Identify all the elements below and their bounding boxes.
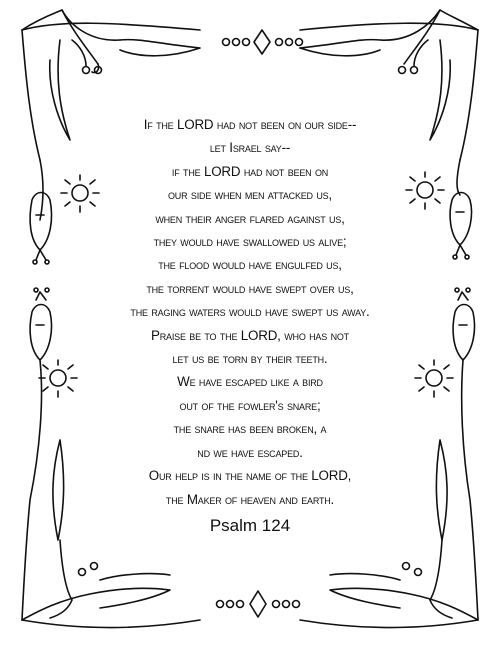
verse-line: Praise be to the LORD, who has not [151,327,349,343]
verse-line: the torrent would have swept over us, [146,280,354,296]
verse-line: when their anger flared against us, [155,210,345,226]
psalm-verse [100,113,400,511]
verse-line: We have escaped like a bird [177,374,323,390]
verse-line: the raging waters would have swept us away. [130,304,370,320]
verse-line: the Maker of heaven and earth. [165,491,335,507]
verse-line: the flood would have engulfed us, [158,257,342,273]
bottom-ornament [217,591,300,617]
verse-line: out of the fowler's snare; [179,397,321,413]
verse-line: let us be torn by their teeth. [172,351,328,367]
verse-line: if the LORD had not been on [171,163,329,179]
verse-line: they would have swallowed us alive; [153,234,347,250]
verse-line: If the LORD had not been on our side-- [143,117,357,132]
top-ornament [223,30,303,54]
verse-line: let Israel say-- [209,140,291,156]
verse-line: Our help is in the name of the LORD, [148,468,352,484]
verse-line: nd we have escaped. [197,444,303,460]
psalm-reference: Psalm 124 [209,516,291,535]
verse-line: our side when men attacked us, [168,187,332,203]
verse-line: the snare has been broken, a [173,421,327,437]
